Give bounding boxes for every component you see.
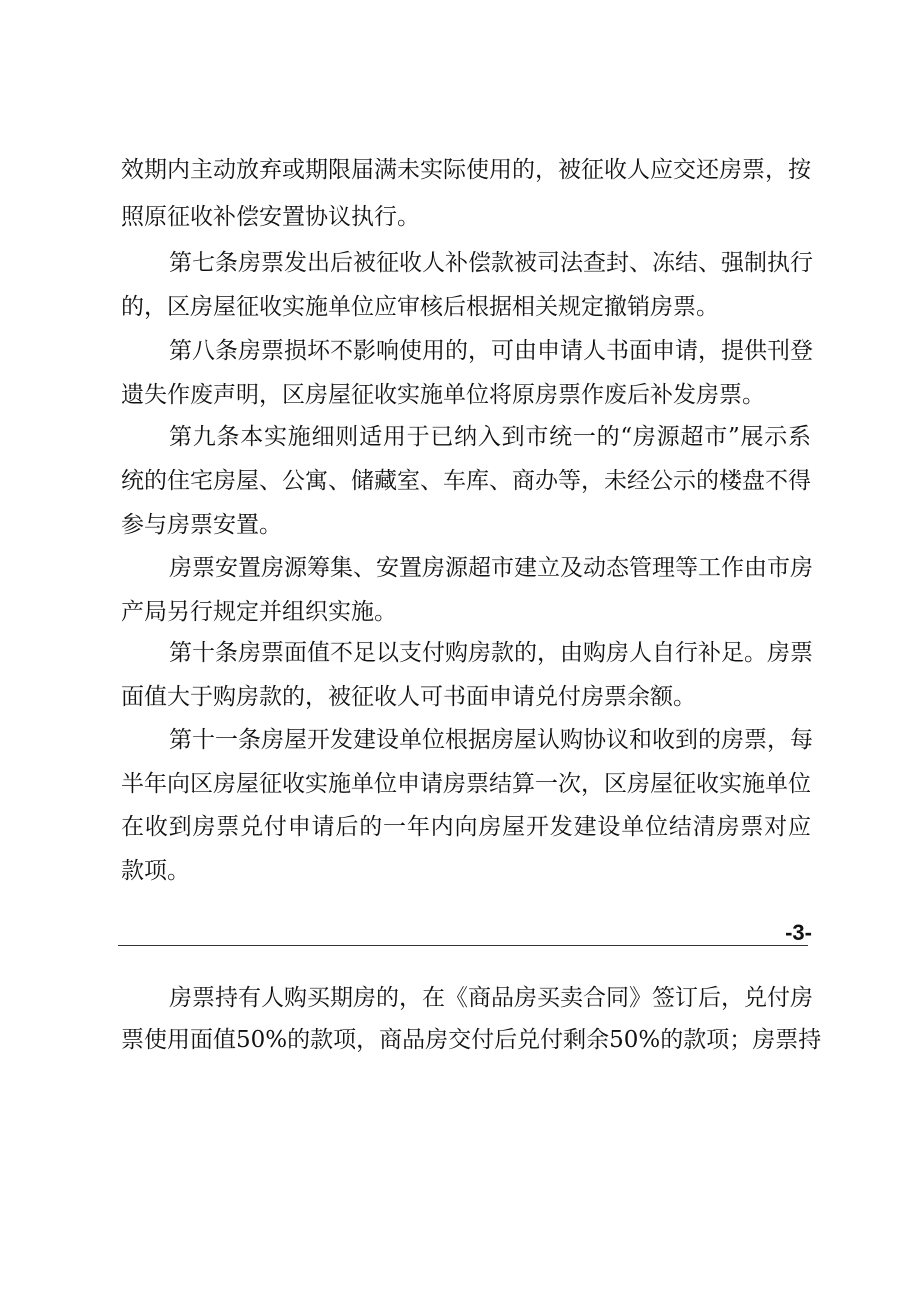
paragraph-line: 房票持有人购买期房的，在《商品房买卖合同》签订后，兑付房 — [169, 985, 813, 1011]
text-line: 效期内主动放弃或期限届满未实际使用的，被征收人应交还房票，按 — [121, 157, 811, 183]
text-line: 款项。 — [121, 858, 190, 884]
paragraph-line: 房票安置房源筹集、安置房源超市建立及动态管理等工作由市房 — [169, 555, 813, 581]
text-line: 面值大于购房款的，被征收人可书面申请兑付房票余额。 — [121, 684, 696, 710]
text-line: 照原征收补偿安置协议执行。 — [121, 204, 420, 230]
text-line: 半年向区房屋征收实施单位申请房票结算一次，区房屋征收实施单位 — [121, 771, 811, 797]
article-7-line: 第七条房票发出后被征收人补偿款被司法查封、冻结、强制执行 — [169, 250, 813, 276]
text-line: 参与房票安置。 — [121, 512, 282, 538]
article-10-line: 第十条房票面值不足以支付购房款的，由购房人自行补足。房票 — [169, 640, 813, 666]
text-line: 票使用面值50%的款项，商品房交付后兑付剩余50%的款项；房票持 — [121, 1027, 822, 1053]
text-line: 遗失作废声明，区房屋征收实施单位将原房票作废后补发房票。 — [121, 382, 765, 408]
article-11-line: 第十一条房屋开发建设单位根据房屋认购协议和收到的房票，每 — [169, 727, 813, 753]
text-line: 产局另行规定并组织实施。 — [121, 599, 397, 625]
text-line: 统的住宅房屋、公寓、储藏室、车库、商办等，未经公示的楼盘不得 — [121, 468, 811, 494]
article-8-line: 第八条房票损坏不影响使用的，可由申请人书面申请，提供刊登 — [169, 338, 813, 364]
article-9-line: 第九条本实施细则适用于已纳入到市统一的“房源超市”展示系 — [169, 424, 811, 450]
text-line: 在收到房票兑付申请后的一年内向房屋开发建设单位结清房票对应 — [121, 814, 811, 840]
page-divider — [118, 945, 808, 946]
text-line: 的，区房屋征收实施单位应审核后根据相关规定撤销房票。 — [121, 294, 719, 320]
page-number: -3- — [785, 920, 812, 945]
